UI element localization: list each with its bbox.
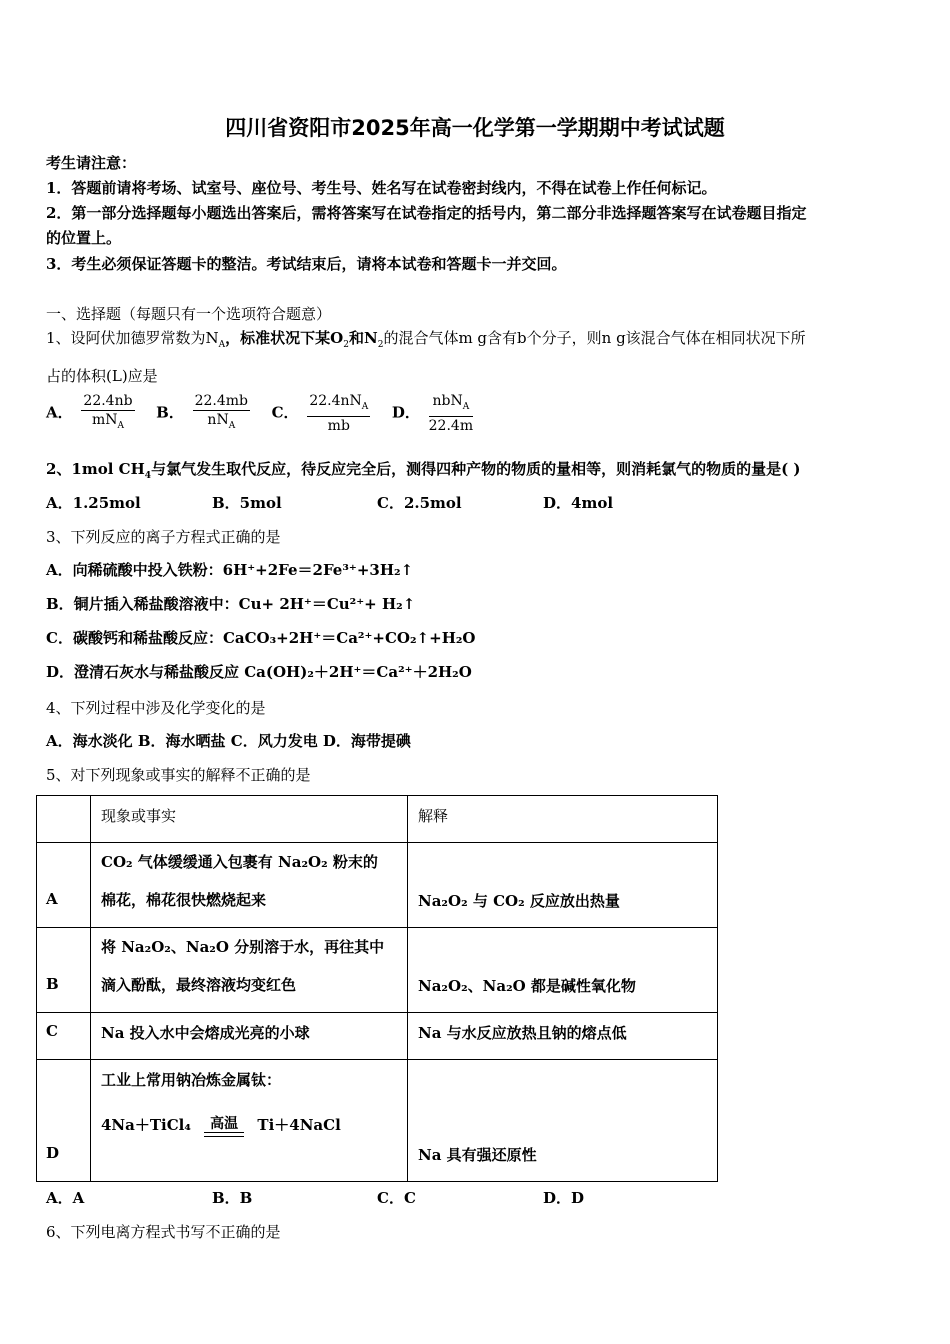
table-header-cell: 解释 [408, 796, 718, 843]
q3-option-a: A．向稀硫酸中投入铁粉：6H⁺+2Fe＝2Fe³⁺+3H₂↑ [46, 561, 414, 579]
q2-option-d: D．4mol [543, 494, 614, 512]
table-cell-fact: 将 Na₂O₂、Na₂O 分别溶于水，再往其中 滴入酚酞，最终溶液均变红色 [91, 928, 408, 1013]
q3-option-d: D．澄清石灰水与稀盐酸反应 Ca(OH)₂＋2H⁺＝Ca²⁺＋2H₂O [46, 663, 472, 681]
q1-option-a-fraction: $\frac{22.4nb}{mN_A}$ [83, 393, 133, 431]
q1-options: A． $\frac{22.4nb}{mN_A}$ B． $\frac{22.4mb}{nN_A}$ C． $\frac{22.4nN_A}{mb}$ D． $\frac{nbN_A}{22.4m}$ [46, 393, 474, 434]
table-cell-fact: Na 投入水中会熔成光亮的小球 [91, 1013, 408, 1060]
reaction-equation: 4Na＋TiCl₄ 高温 Ti＋4NaCl [91, 1090, 407, 1137]
table-cell-fact: 工业上常用钠冶炼金属钛： 4Na＋TiCl₄ 高温 Ti＋4NaCl [91, 1060, 408, 1182]
table-header-cell: 现象或事实 [91, 796, 408, 843]
table-row [37, 928, 718, 1013]
q2-option-c: C．2.5mol [377, 494, 462, 512]
q4-options: A．海水淡化 B．海水晒盐 C．风力发电 D．海带提碘 [46, 732, 411, 750]
q6-stem: 6、下列电离方程式书写不正确的是 [46, 1223, 281, 1241]
q2-option-b: B．5mol [212, 494, 282, 512]
table-header-cell [37, 796, 91, 843]
notice-item-2: 2．第一部分选择题每小题选出答案后，需将答案写在试卷指定的括号内，第二部分非选择题答案写在试卷题目指定 [46, 204, 807, 222]
q5-option-b: B．B [212, 1189, 253, 1207]
table-cell-key: B [37, 928, 91, 1013]
q1-option-b-fraction: $\frac{22.4mb}{nN_A}$ [194, 393, 249, 431]
q3-option-b: B．铜片插入稀盐酸溶液中：Cu+ 2H⁺＝Cu²⁺+ H₂↑ [46, 595, 416, 613]
q1-stem-cont: 占的体积(L)应是 [46, 367, 158, 385]
table-cell-key: A [37, 843, 91, 928]
q1-stem: 1、设阿伏加德罗常数为$N_A$，标准状况下某$O_2$和$N_2$的混合气体m g含有b个分子，则n g该混合气体在相同状况下所 [46, 329, 806, 350]
notice-item-1: 1．答题前请将考场、试室号、座位号、考生号、姓名写在试卷密封线内，不得在试卷上作任何标记。 [46, 179, 717, 197]
q5-option-c: C．C [377, 1189, 416, 1207]
notice-heading: 考生请注意： [46, 154, 137, 172]
table-cell-explain: Na 具有强还原性 [408, 1060, 718, 1182]
notice-item-3: 3．考生必须保证答题卡的整洁。考试结束后，请将本试卷和答题卡一并交回。 [46, 255, 567, 273]
table-cell-explain: Na₂O₂、Na₂O 都是碱性氧化物 [408, 928, 718, 1013]
q2-option-a: A．1.25mol [46, 494, 141, 512]
q5-stem: 5、对下列现象或事实的解释不正确的是 [46, 766, 311, 784]
page-title: 四川省资阳市2025年高一化学第一学期期中考试试题 [225, 116, 725, 140]
table-row [37, 843, 718, 928]
section-heading: 一、选择题（每题只有一个选项符合题意） [46, 305, 332, 323]
q1-option-c-fraction: $\frac{22.4nN_A}{mb}$ [309, 393, 369, 434]
table-row [37, 1060, 718, 1182]
q1-option-d-fraction: $\frac{nbN_A}{22.4m}$ [428, 393, 474, 434]
q3-option-c: C．碳酸钙和稀盐酸反应：CaCO₃+2H⁺＝Ca²⁺+CO₂↑+H₂O [46, 629, 476, 647]
q5-option-d: D．D [543, 1189, 585, 1207]
table-header-row [37, 796, 718, 843]
reaction-arrow: 高温 [204, 1116, 244, 1137]
table-cell-explain: Na₂O₂ 与 CO₂ 反应放出热量 [408, 843, 718, 928]
table-cell-explain: Na 与水反应放热且钠的熔点低 [408, 1013, 718, 1060]
table-row [37, 1013, 718, 1060]
notice-item-2-cont: 的位置上。 [46, 229, 122, 247]
q5-option-a: A．A [46, 1189, 85, 1207]
table-cell-key: D [37, 1060, 91, 1182]
q3-stem: 3、下列反应的离子方程式正确的是 [46, 528, 281, 546]
q5-table [36, 795, 718, 1182]
q4-stem: 4、下列过程中涉及化学变化的是 [46, 699, 266, 717]
q2-stem: 2、1mol $CH_4$与氯气发生取代反应，待反应完全后，测得四种产物的物质的量相等，则消耗氯气的物质的量是( ) [46, 460, 801, 481]
table-cell-fact: CO₂ 气体缓缓通入包裹有 Na₂O₂ 粉末的 棉花，棉花很快燃烧起来 [91, 843, 408, 928]
table-cell-key: C [37, 1013, 91, 1060]
